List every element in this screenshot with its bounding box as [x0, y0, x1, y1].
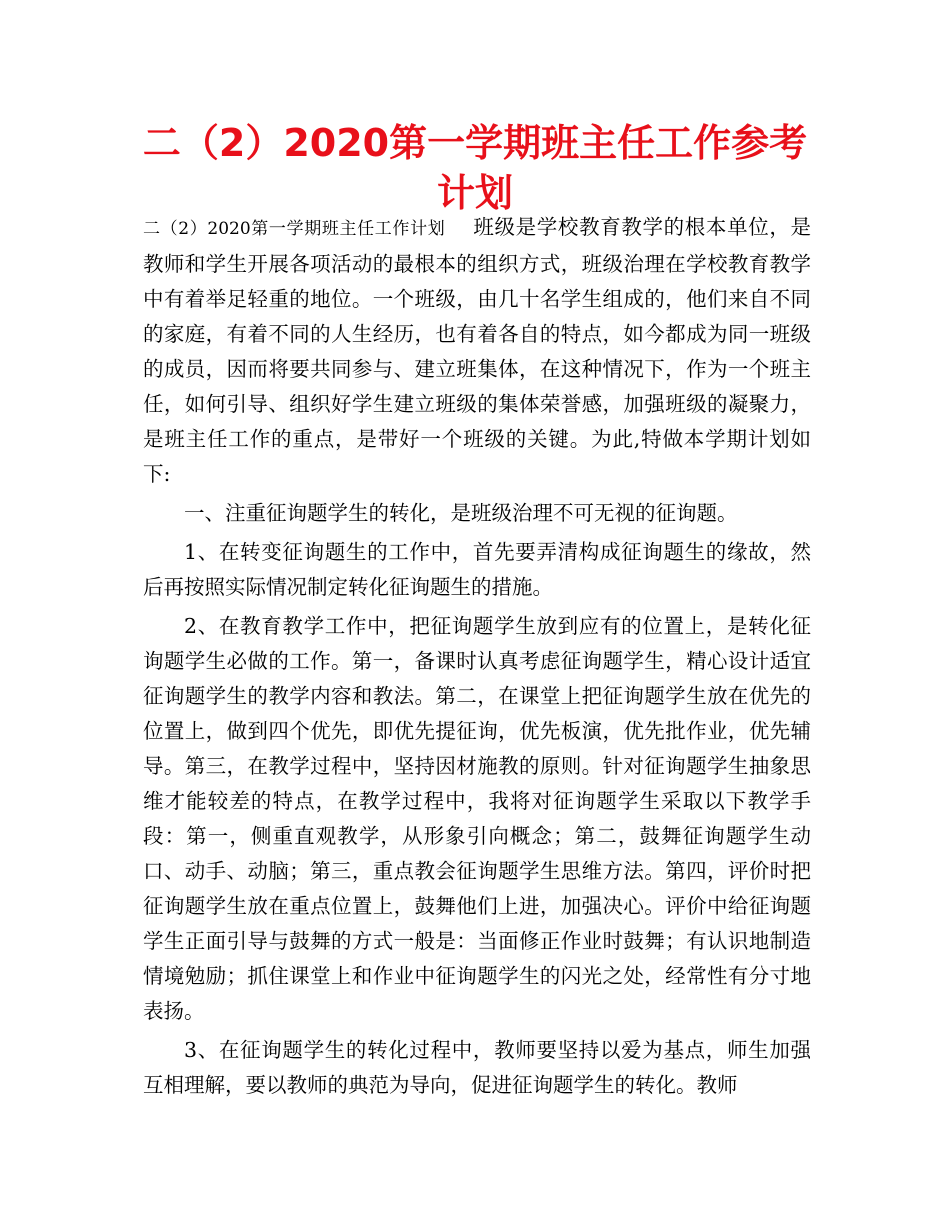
- document-title: 二（2）2020第一学期班主任工作参考计划: [142, 121, 808, 215]
- document-body: [143, 210, 811, 1103]
- intro-body: 班级是学校教育教学的根本单位，是教师和学生开展各项活动的最根本的组织方式，班级治理在学校教育教学中有着举足轻重的地位。一个班级，由几十名学生组成的，他们来自不同的家庭，有着不同的人生经历，也有着各自的特点，如今都成为同一班级的成员，因而将要共同参与、建立班集体，在这种情况下，作为一个班主任，如何引导、组织好学生建立班级的集体荣誉感，加强班级的凝聚力，是班主任工作的重点，是带好一个班级的关键。为此,特做本学期计划如下:: [143, 215, 811, 486]
- intro-paragraph: [143, 210, 811, 492]
- intro-title: 二（2）2020第一学期班主任工作计划: [143, 219, 446, 239]
- paragraph-item-1: 1、在转变征询题生的工作中，首先要弄清构成征询题生的缘故，然后再按照实际情况制定转化征询题生的措施。: [143, 540, 811, 599]
- section-heading-1: 一、注重征询题学生的转化，是班级治理不可无视的征询题。: [184, 501, 738, 525]
- paragraph-item-2: 2、在教育教学工作中，把征询题学生放到应有的位置上，是转化征询题学生必做的工作。第一，备课时认真考虑征询题学生，精心设计适宜征询题学生的教学内容和教法。第二，在课堂上把征询题学生放在优先的位置上，做到四个优先，即优先提征询，优先板演，优先批作业，优先辅导。第三，在教学过程中，坚持因材施教的原则。针对征询题学生抽象思维才能较差的特点，在教学过程中，我将对征询题学生采取以下教学手段：第一，侧重直观教学，从形象引向概念；第二，鼓舞征询题学生动口、动手、动脑；第三，重点教会征询题学生思维方法。第四，评价时把征询题学生放在重点位置上，鼓舞他们上进，加强决心。评价中给征询题学生正面引导与鼓舞的方式一般是：当面修正作业时鼓舞；有认识地制造情境勉励；抓住课堂上和作业中征询题学生的闪光之处，经常性有分寸地表扬。: [143, 614, 811, 1023]
- paragraph-item-3: 3、在征询题学生的转化过程中，教师要坚持以爱为基点，师生加强互相理解，要以教师的典范为导向，促进征询题学生的转化。教师: [143, 1038, 811, 1097]
